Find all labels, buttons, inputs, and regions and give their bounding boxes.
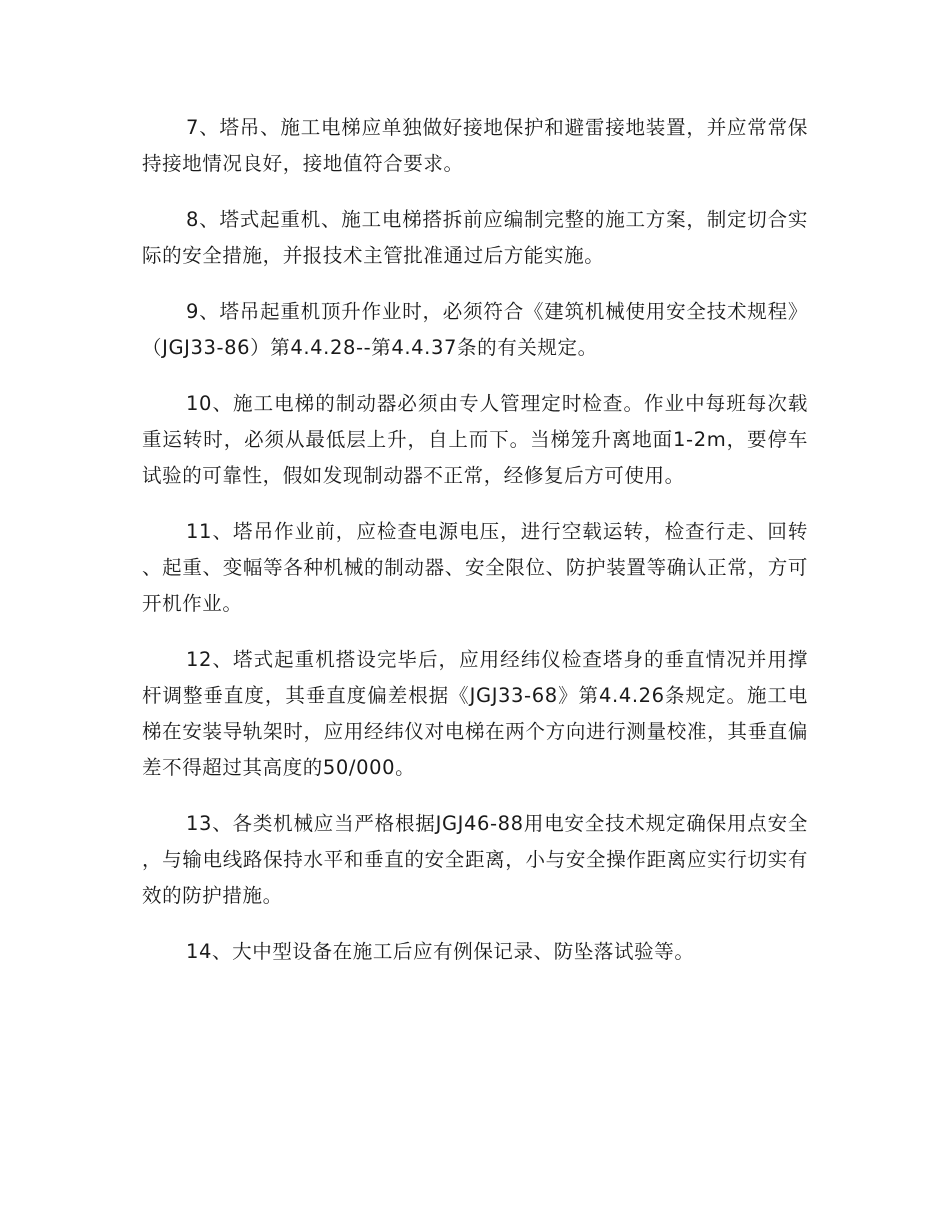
paragraph-item-7: 7、塔吊、施工电梯应单独做好接地保护和避雷接地装置，并应常常保持接地情况良好，接地值符合要求。 xyxy=(142,116,808,175)
document-body xyxy=(142,110,808,990)
paragraph-item-11: 11、塔吊作业前，应检查电源电压，进行空载运转，检查行走、回转、起重、变幅等各种机械的制动器、安全限位、防护装置等确认正常，方可开机作业。 xyxy=(142,520,808,615)
paragraph-item-13: 13、各类机械应当严格根据JGJ46-88用电安全技术规定确保用点安全，与输电线路保持水平和垂直的安全距离，小与安全操作距离应实行切实有效的防护措施。 xyxy=(142,812,808,907)
paragraph-item-14: 14、大中型设备在施工后应有例保记录、防坠落试验等。 xyxy=(186,940,695,963)
paragraph-item-12: 12、塔式起重机搭设完毕后，应用经纬仪检查塔身的垂直情况并用撑杆调整垂直度，其垂直度偏差根据《JGJ33-68》第4.4.26条规定。施工电梯在安装导轨架时，应用经纬仪对电梯在两个方向进行测量校准，其垂直偏差不得超过其高度的50/000。 xyxy=(142,648,808,779)
paragraph-item-8: 8、塔式起重机、施工电梯搭拆前应编制完整的施工方案，制定切合实际的安全措施，并报技术主管批准通过后方能实施。 xyxy=(142,208,808,267)
paragraph-item-9: 9、塔吊起重机顶升作业时，必须符合《建筑机械使用安全技术规程》（JGJ33-86）第4.4.28--第4.4.37条的有关规定。 xyxy=(142,300,808,359)
paragraph-item-10: 10、施工电梯的制动器必须由专人管理定时检查。作业中每班每次载重运转时，必须从最低层上升，自上而下。当梯笼升离地面1-2m，要停车试验的可靠性，假如发现制动器不正常，经修复后方可使用。 xyxy=(142,392,808,487)
